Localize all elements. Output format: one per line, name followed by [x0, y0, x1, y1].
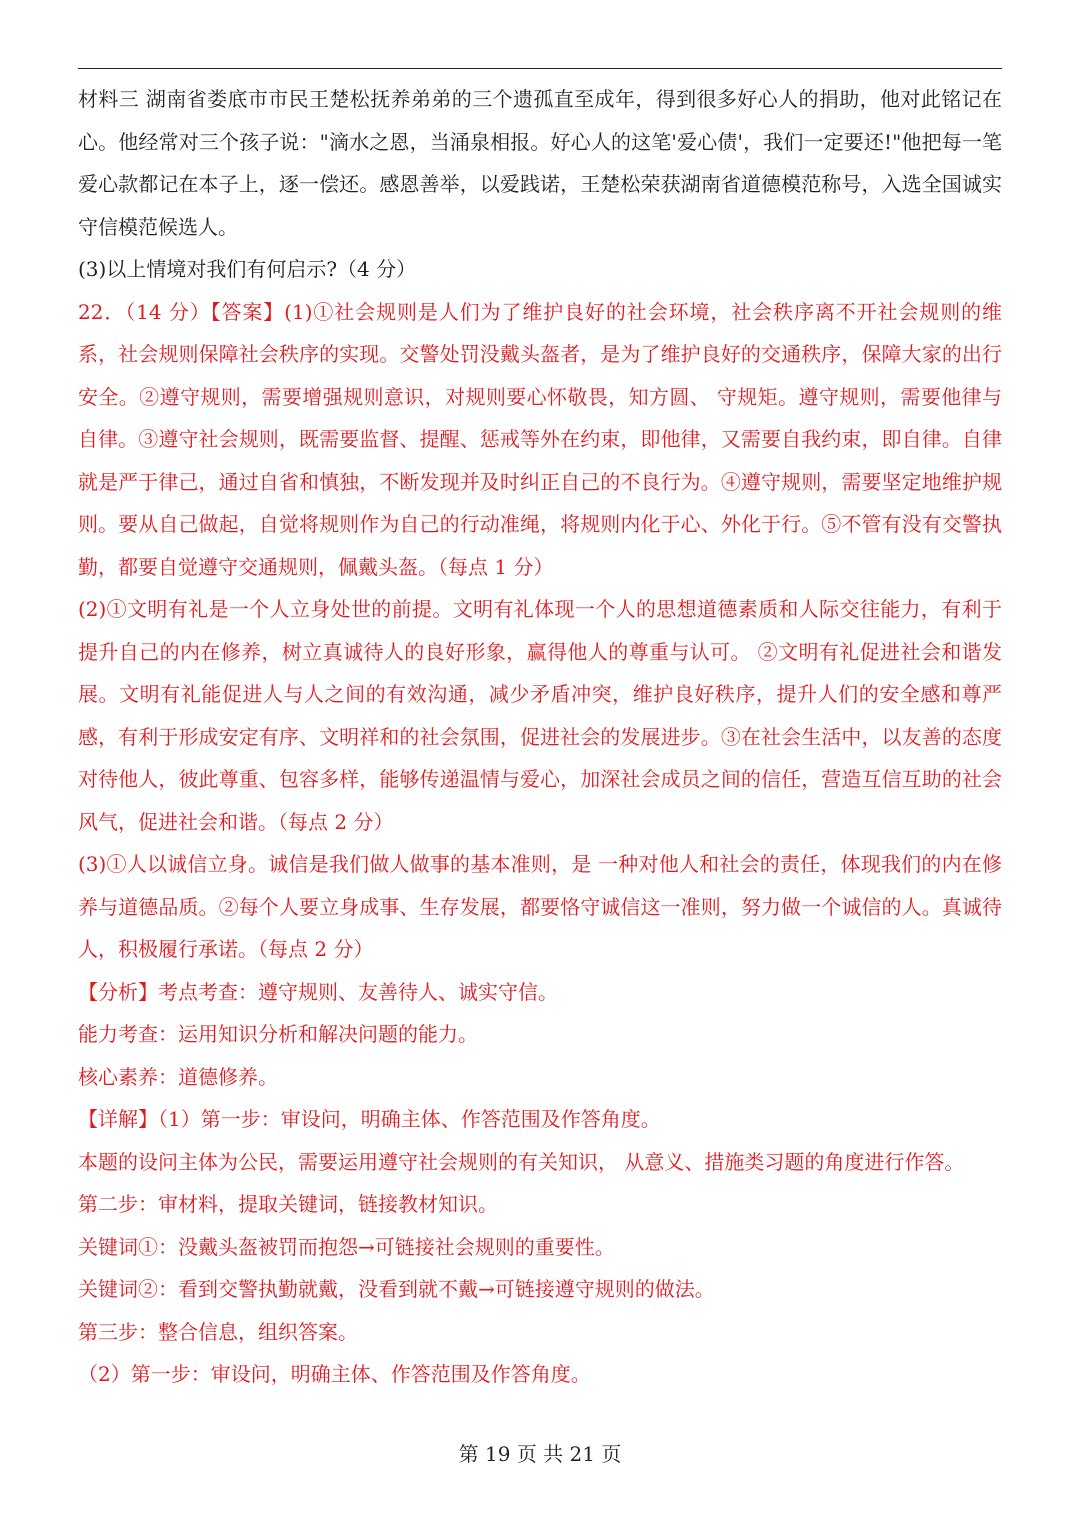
answer-part-2: (2)①文明有礼是一个人立身处世的前提。文明有礼体现一个人的思想道德素质和人际交往能力，有利于提升自己的内在修养，树立真诚待人的良好形象，赢得他人的尊重与认可。 ②文明有礼促进社会和谐发展。文明有礼能促进人与人之间的有效沟通，减少矛盾冲突，维护良好秩序，提升人们的安全感和尊严感，有利于形成安定有序、文明祥和的社会氛围，促进社会的发展进步。③在社会生活中，以友善的态度对待他人，彼此尊重、包容多样，能够传递温情与爱心，加深社会成员之间的信任，营造互信互助的社会风气，促进社会和谐。（每点 2 分）	[78, 597, 1002, 834]
question-3: (3)以上情境对我们有何启示?（4 分）	[78, 257, 417, 281]
keyword-1: 关键词①：没戴头盔被罚而抱怨→可链接社会规则的重要性。	[78, 1234, 615, 1259]
literacy-line: 核心素养：道德修养。	[78, 1064, 278, 1089]
material-three-paragraph: 材料三 湖南省娄底市市民王楚松抚养弟弟的三个遗孤直至成年，得到很多好心人的捐助，他对此铭记在心。他经常对三个孩子说："滴水之恩，当涌泉相报。好心人的这笔'爱心债'，我们一定要还!"他把每一笔爱心款都记在本子上，逐一偿还。感恩善举，以爱践诺，王楚松荣获湖南省道德模范称号，入选全国诚实守信模范候选人。	[78, 87, 1002, 239]
page-number-footer: 第 19 页 共 21 页	[458, 1442, 622, 1466]
header-rule	[78, 68, 1002, 69]
keyword-2: 关键词②：看到交警执勤就戴，没看到就不戴→可链接遵守规则的做法。	[78, 1277, 715, 1301]
analysis-line: 【分析】考点考查：遵守规则、友善待人、诚实守信。	[78, 979, 558, 1004]
detail-heading: 【详解】（1）第一步：审设问，明确主体、作答范围及作答角度。	[78, 1107, 661, 1131]
part-2-step-1: （2）第一步：审设问，明确主体、作答范围及作答角度。	[78, 1362, 591, 1386]
page-content	[78, 78, 1002, 1396]
detail-body: 本题的设问主体为公民，需要运用遵守社会规则的有关知识， 从意义、措施类习题的角度进行作答。	[78, 1149, 965, 1174]
step-2: 第二步：审材料，提取关键词，链接教材知识。	[78, 1192, 498, 1216]
answer-part-1: 22．（14 分）【答案】(1)①社会规则是人们为了维护良好的社会环境，社会秩序离不开社会规则的维系，社会规则保障社会秩序的实现。交警处罚没戴头盔者，是为了维护良好的交通秩序，保障大家的出行安全。②遵守规则，需要增强规则意识，对规则要心怀敬畏，知方圆、 守规矩。遵守规则，需要他律与自律。③遵守社会规则，既需要监督、提醒、惩戒等外在约束，即他律，又需要自我约束，即自律。自律就是严于律己，通过自省和慎独，不断发现并及时纠正自己的不良行为。④遵守规则，需要坚定地维护规则。要从自己做起，自觉将规则作为自己的行动准绳，将规则内化于心、外化于行。⑤不管有没有交警执勤，都要自觉遵守交通规则，佩戴头盔。（每点 1 分）	[78, 299, 1002, 579]
answer-part-3: (3)①人以诚信立身。诚信是我们做人做事的基本准则，是 一种对他人和社会的责任，体现我们的内在修养与道德品质。②每个人要立身成事、生存发展，都要恪守诚信这一准则，努力做一个诚信的人。真诚待人，积极履行承诺。（每点 2 分）	[78, 852, 1002, 961]
ability-line: 能力考查：运用知识分析和解决问题的能力。	[78, 1022, 478, 1046]
step-3: 第三步：整合信息，组织答案。	[78, 1319, 358, 1344]
